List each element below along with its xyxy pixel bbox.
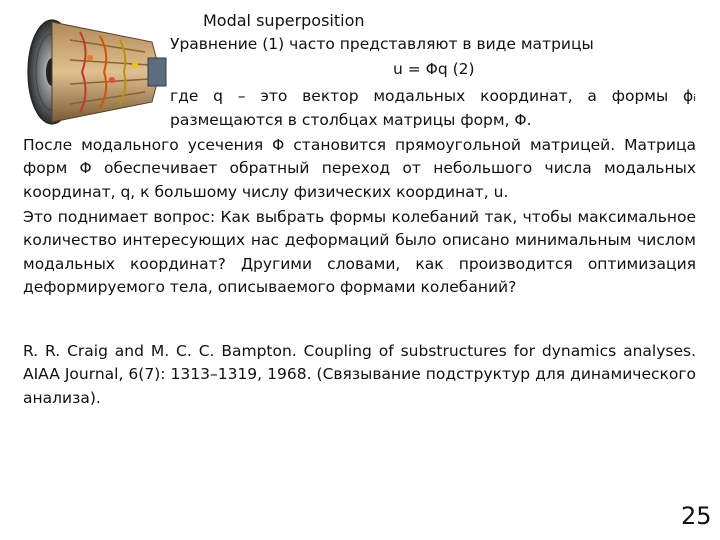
equation-line: u = Φq (2) (393, 60, 475, 78)
header-line-4: размещаются в столбцах матрицы форм, Φ. (170, 111, 532, 129)
slide-title: Modal superposition (203, 11, 365, 30)
header-line-1: Уравнение (1) часто представляют в виде матрицы (170, 35, 594, 53)
page-number: 25 (681, 502, 712, 530)
paragraph-question: Это поднимает вопрос: Как выбрать формы колебаний так, чтобы максимальное количество интересующих нас деформаций было описано минимальным числом модальных координат? Другими словами, как производится оптимизация деформируемого тела, описываемого формами колебаний? (23, 208, 696, 296)
header-line-3: где q – это вектор модальных координат, а формы ϕᵢ (170, 87, 696, 105)
reference-citation: R. R. Craig and M. C. C. Bampton. Coupling of substructures for dynamics analyses. AIAA Journal, 6(7): 1313–1319, 1968. (Связывание подструктур для динамического анализа). (23, 342, 696, 407)
paragraph-truncation: После модального усечения Φ становится прямоугольной матрицей. Матрица форм Φ обеспечивает обратный переход от небольшого числа модальных координат, q, к большому числу физических координат, u. (23, 136, 696, 201)
jet-engine-illustration (20, 10, 170, 135)
